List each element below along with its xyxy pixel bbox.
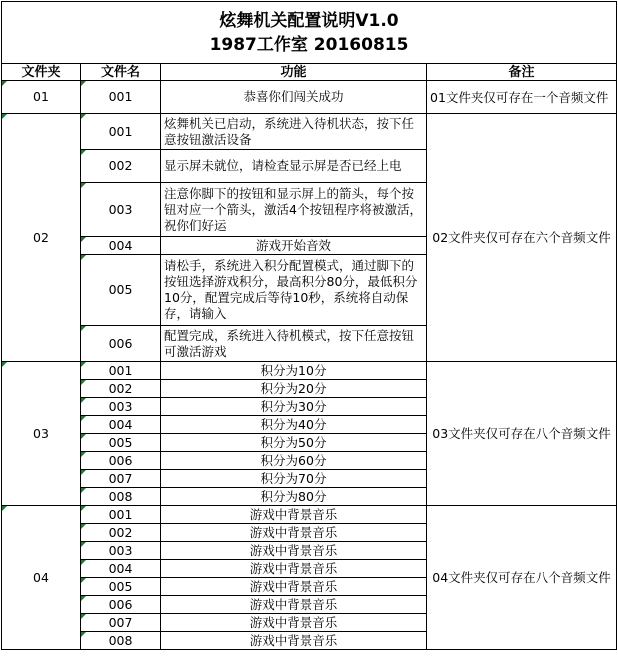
note-cell[interactable]: 02文件夹仅可存在六个音频文件 bbox=[427, 114, 617, 362]
function-cell[interactable]: 游戏中背景音乐 bbox=[161, 596, 427, 614]
function-cell[interactable]: 游戏中背景音乐 bbox=[161, 506, 427, 524]
function-cell[interactable]: 注意你脚下的按钮和显示屏上的箭头，每个按钮对应一个箭头，激活4个按钮程序将被激活，祝你们好运 bbox=[161, 183, 427, 237]
file-name-cell[interactable]: 002 bbox=[81, 150, 161, 183]
function-cell[interactable]: 积分为70分 bbox=[161, 470, 427, 488]
function-cell[interactable]: 积分为50分 bbox=[161, 434, 427, 452]
note-cell[interactable]: 04文件夹仅可存在八个音频文件 bbox=[427, 506, 617, 650]
file-name-cell[interactable]: 006 bbox=[81, 452, 161, 470]
function-cell[interactable]: 游戏开始音效 bbox=[161, 237, 427, 255]
note-cell[interactable]: 03文件夹仅可存在八个音频文件 bbox=[427, 362, 617, 506]
title-cell[interactable] bbox=[2, 2, 617, 64]
file-name-cell[interactable]: 006 bbox=[81, 326, 161, 362]
function-cell[interactable]: 积分为30分 bbox=[161, 398, 427, 416]
file-name-cell[interactable]: 008 bbox=[81, 632, 161, 650]
function-cell[interactable]: 积分为20分 bbox=[161, 380, 427, 398]
file-name-cell[interactable]: 001 bbox=[81, 114, 161, 150]
file-name-cell[interactable]: 005 bbox=[81, 578, 161, 596]
file-name-cell[interactable]: 001 bbox=[81, 81, 161, 114]
folder-cell[interactable]: 02 bbox=[2, 114, 81, 362]
header-function[interactable]: 功能 bbox=[161, 64, 427, 81]
header-file[interactable]: 文件名 bbox=[81, 64, 161, 81]
file-name-cell[interactable]: 002 bbox=[81, 380, 161, 398]
file-name-cell[interactable]: 004 bbox=[81, 237, 161, 255]
file-name-cell[interactable]: 007 bbox=[81, 470, 161, 488]
function-cell[interactable]: 游戏中背景音乐 bbox=[161, 632, 427, 650]
function-cell[interactable]: 配置完成，系统进入待机模式，按下任意按钮可激活游戏 bbox=[161, 326, 427, 362]
title-row bbox=[2, 2, 617, 64]
function-cell[interactable]: 恭喜你们闯关成功 bbox=[161, 81, 427, 114]
file-name-cell[interactable]: 004 bbox=[81, 416, 161, 434]
function-cell[interactable]: 请松手，系统进入积分配置模式，通过脚下的按钮选择游戏积分，最高积分80分，最低积分10分，配置完成后等待10秒，系统将自动保存，请输入 bbox=[161, 255, 427, 326]
function-cell[interactable]: 积分为40分 bbox=[161, 416, 427, 434]
function-cell[interactable]: 游戏中背景音乐 bbox=[161, 614, 427, 632]
header-row bbox=[2, 64, 617, 81]
function-cell[interactable]: 积分为80分 bbox=[161, 488, 427, 506]
function-cell[interactable]: 炫舞机关已启动，系统进入待机状态，按下任意按钮激活设备 bbox=[161, 114, 427, 150]
function-cell[interactable]: 积分为10分 bbox=[161, 362, 427, 380]
note-cell[interactable]: 01文件夹仅可存在一个音频文件 bbox=[427, 81, 617, 114]
file-name-cell[interactable]: 003 bbox=[81, 183, 161, 237]
function-cell[interactable]: 显示屏未就位，请检查显示屏是否已经上电 bbox=[161, 150, 427, 183]
file-name-cell[interactable]: 005 bbox=[81, 255, 161, 326]
folder-cell[interactable]: 04 bbox=[2, 506, 81, 650]
function-cell[interactable]: 游戏中背景音乐 bbox=[161, 578, 427, 596]
function-cell[interactable]: 游戏中背景音乐 bbox=[161, 524, 427, 542]
folder-cell[interactable]: 01 bbox=[2, 81, 81, 114]
file-name-cell[interactable]: 007 bbox=[81, 614, 161, 632]
function-cell[interactable]: 游戏中背景音乐 bbox=[161, 560, 427, 578]
folder-cell[interactable]: 03 bbox=[2, 362, 81, 506]
file-name-cell[interactable]: 001 bbox=[81, 362, 161, 380]
config-spreadsheet bbox=[1, 1, 616, 650]
table-row bbox=[2, 81, 617, 114]
table-row bbox=[2, 506, 617, 524]
file-name-cell[interactable]: 003 bbox=[81, 542, 161, 560]
file-name-cell[interactable]: 001 bbox=[81, 506, 161, 524]
table-row bbox=[2, 114, 617, 150]
function-cell[interactable]: 积分为60分 bbox=[161, 452, 427, 470]
header-note[interactable]: 备注 bbox=[427, 64, 617, 81]
file-name-cell[interactable]: 008 bbox=[81, 488, 161, 506]
config-table bbox=[1, 1, 617, 650]
header-folder[interactable]: 文件夹 bbox=[2, 64, 81, 81]
function-cell[interactable]: 游戏中背景音乐 bbox=[161, 542, 427, 560]
file-name-cell[interactable]: 006 bbox=[81, 596, 161, 614]
file-name-cell[interactable]: 005 bbox=[81, 434, 161, 452]
file-name-cell[interactable]: 004 bbox=[81, 560, 161, 578]
title-line-2: 1987工作室 20160815 bbox=[209, 34, 409, 55]
title-line-1: 炫舞机关配置说明V1.0 bbox=[219, 10, 399, 31]
file-name-cell[interactable]: 003 bbox=[81, 398, 161, 416]
table-row bbox=[2, 362, 617, 380]
file-name-cell[interactable]: 002 bbox=[81, 524, 161, 542]
